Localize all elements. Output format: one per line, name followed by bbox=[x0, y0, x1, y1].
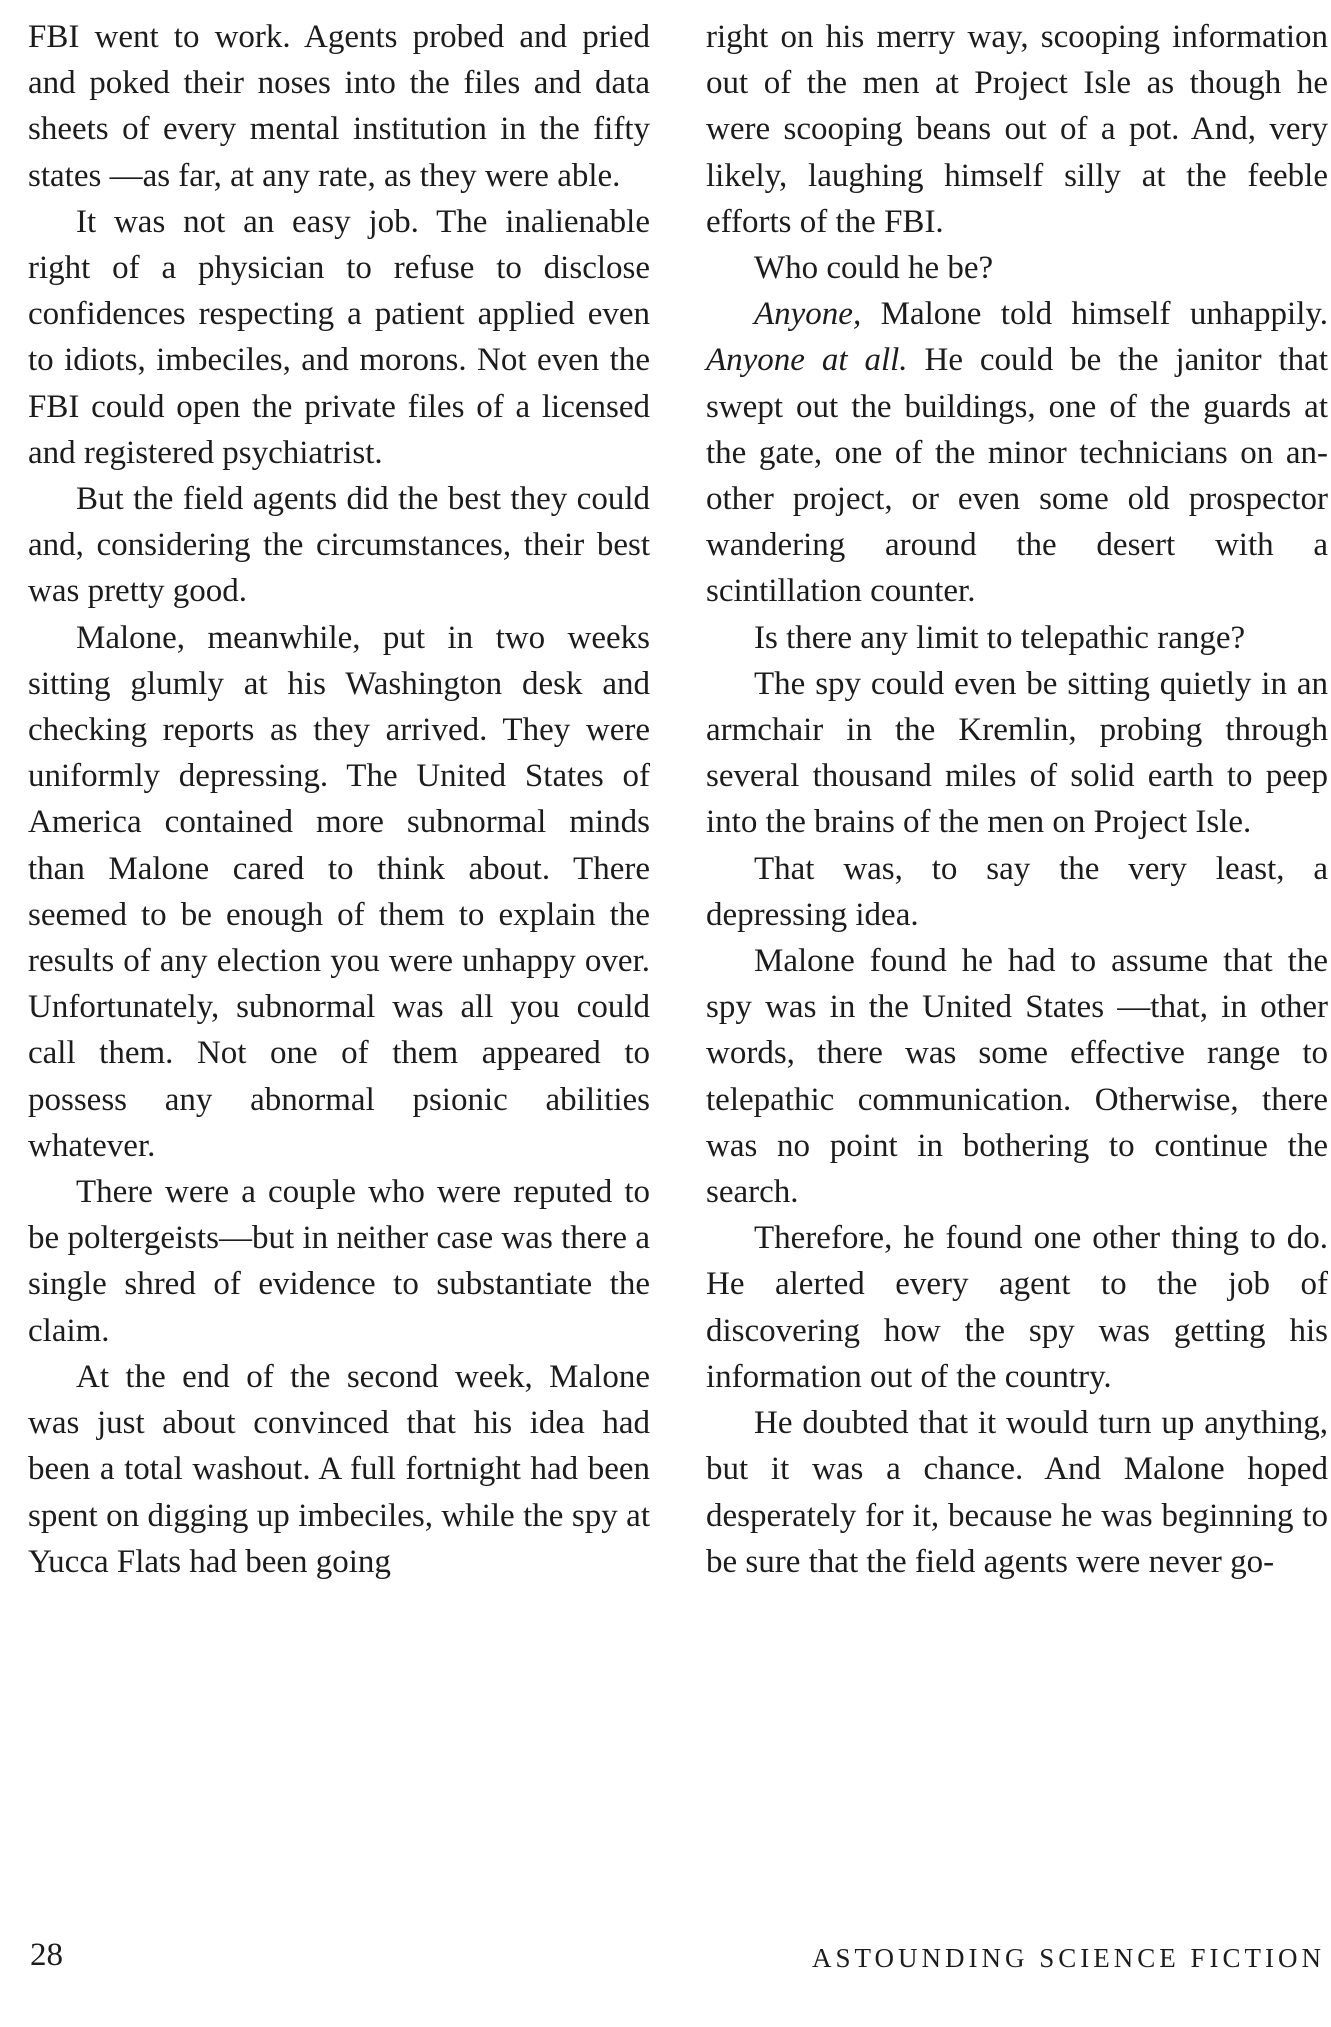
running-footer-title: ASTOUNDING SCIENCE FICTION bbox=[811, 1943, 1325, 1973]
paragraph: At the end of the second week, Malone was just about convinced that his idea had been a total washout. A full fortnight had been spent on digging up imbeciles, while the spy at Yucca Flats had been going bbox=[28, 1358, 650, 1580]
paragraph: Is there any limit to telepathic range? bbox=[754, 619, 1246, 656]
paragraph: Malone found he had to assume that the spy was in the United States —that, in other words, there was some effective range to telepathic communication. Otherwise, there was no point in bothering to continue the search. bbox=[706, 943, 1328, 1211]
italic-text: Anyone at all. bbox=[706, 342, 908, 379]
paragraph: Malone, meanwhile, put in two weeks sitting glumly at his Washington desk and checking reports as they arrived. They were uniformly depressing. The United States of America contained more subnormal minds than Malone cared to think about. There seemed to be enough of them to explain the results of any election you were unhappy over. Unfortunately, subnormal was all you could call them. Not one of them appeared to possess any abnormal psionic abilities whatever. bbox=[28, 619, 650, 1164]
right-column bbox=[706, 14, 1328, 1585]
paragraph: FBI went to work. Agents probed and pried and poked their noses into the files and data sheets of every mental institution in the fifty states —as far, at any rate, as they were able. bbox=[28, 19, 650, 194]
paragraph: Therefore, he found one other thing to do. He alerted every agent to the job of discovering how the spy was getting his information out of the country. bbox=[706, 1220, 1328, 1395]
paragraph: But the field agents did the best they could and, considering the circumstances, their best was pretty good. bbox=[28, 481, 650, 610]
italic-text: Anyone, bbox=[754, 296, 862, 333]
text-run: Malone told himself unhappily. bbox=[861, 296, 1328, 333]
paragraph: Who could he be? bbox=[754, 250, 994, 287]
paragraph: There were a couple who were reputed to be poltergeists—but in neither case was there a single shred of evidence to substantiate the claim. bbox=[28, 1174, 650, 1349]
text-run: He could be the janitor that swept out the buildings, one of the guards at the gate, one of the minor technicians on another project, or even some old prospector wandering around the desert with a scintillation counter. bbox=[706, 342, 1328, 610]
paragraph: That was, to say the very least, a depressing idea. bbox=[706, 850, 1328, 933]
paragraph: He doubted that it would turn up anything, but it was a chance. And Malone hoped desperately for it, because he was beginning to be sure that the field agents were never go- bbox=[706, 1405, 1328, 1580]
left-column bbox=[28, 14, 650, 1585]
paragraph: It was not an easy job. The inalienable right of a physician to refuse to disclose confidences respecting a patient applied even to idiots, imbeciles, and morons. Not even the FBI could open the private files of a licensed and registered psychiatrist. bbox=[28, 203, 650, 471]
paragraph: right on his merry way, scooping information out of the men at Project Isle as though he were scooping beans out of a pot. And, very likely, laughing himself silly at the feeble efforts of the FBI. bbox=[706, 19, 1328, 240]
paragraph bbox=[706, 291, 1328, 614]
paragraph: The spy could even be sitting quietly in an armchair in the Kremlin, probing through several thousand miles of solid earth to peep into the brains of the men on Project Isle. bbox=[706, 665, 1328, 841]
page-number: 28 bbox=[30, 1937, 63, 1973]
